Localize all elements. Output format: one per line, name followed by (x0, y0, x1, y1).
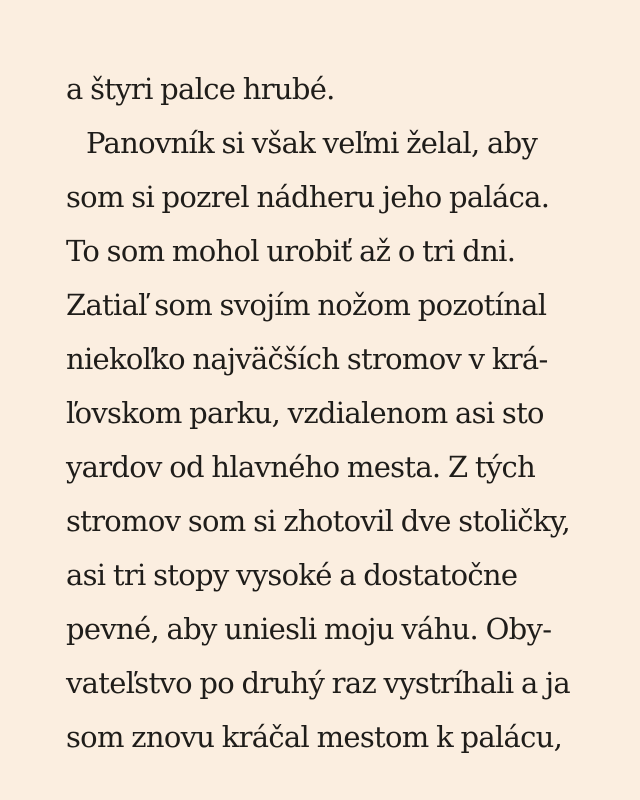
text-line-4: To som mohol urobiť až o tri dni. (66, 234, 516, 268)
body-text (66, 62, 586, 764)
text-line-13: som znovu kráčal mestom k palácu, (66, 720, 563, 754)
text-line-5: Zatiaľ som svojím nožom pozotínal (66, 288, 547, 322)
text-line-3: som si pozrel nádheru jeho paláca. (66, 180, 550, 214)
text-line-12: vateľstvo po druhý raz vystríhali a ja (66, 666, 570, 700)
text-line-7: ľovskom parku, vzdialenom asi sto (66, 396, 544, 430)
text-line-10: asi tri stopy vysoké a dostatočne (66, 558, 518, 592)
text-line-11: pevné, aby uniesli moju váhu. Oby- (66, 612, 552, 646)
text-line-9: stromov som si zhotovil dve stoličky, (66, 504, 571, 538)
text-line-8: yardov od hlavného mesta. Z tých (66, 450, 536, 484)
text-line-6: niekoľko najväčších stromov v krá- (66, 342, 548, 376)
text-line-2: Panovník si však veľmi želal, aby (86, 126, 538, 160)
text-line-1: a štyri palce hrubé. (66, 72, 335, 106)
